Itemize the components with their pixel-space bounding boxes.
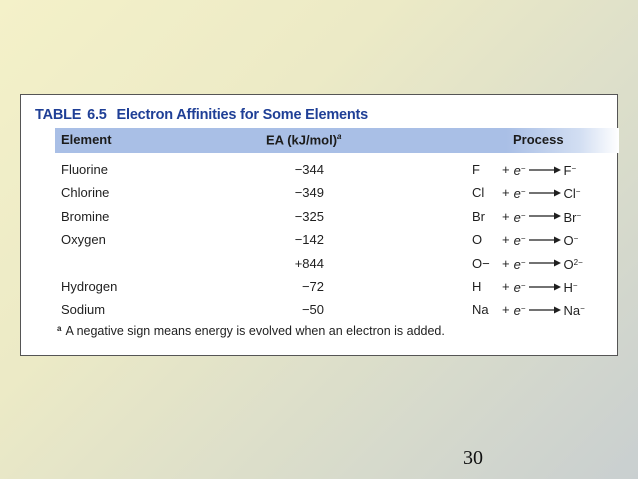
table-row [21,158,617,181]
reaction-arrow-icon [528,282,562,292]
product-charge: − [575,187,581,197]
process-plus: + [502,162,510,177]
header-ea-label: EA (kJ/mol) [266,132,338,148]
row-ea: −344 [294,162,324,177]
product-symbol: Na [563,303,581,319]
process-reactant: Br [472,208,485,224]
reaction-arrow-icon [528,305,562,315]
process-product [564,180,581,205]
process-electron [514,297,526,322]
process-reactant: F [472,162,480,177]
process-reactant: O [472,232,483,248]
process-electron [514,204,526,229]
table-footnote [57,324,445,338]
header-process-label: Process [513,132,564,147]
product-charge: 2− [573,257,583,267]
electron-symbol: e [513,279,521,295]
process-electron [514,180,526,205]
reaction-arrow-icon [528,235,562,245]
row-element: Sodium [61,302,106,318]
row-element: Fluorine [61,162,108,177]
process-plus: + [502,302,510,318]
table-row [21,228,617,251]
reaction-arrow-icon [528,165,562,175]
electron-symbol: e [513,233,521,249]
row-element: Oxygen [61,232,106,248]
process-plus: + [502,278,510,294]
process-plus: + [502,208,510,224]
row-ea: −72 [301,278,324,294]
process-electron [514,227,526,252]
electron-symbol: e [513,209,521,225]
process-reactant: H [472,278,482,294]
header-ea [266,132,341,147]
reaction-arrow-icon [528,258,562,268]
row-process [472,181,580,204]
product-charge: − [576,210,582,220]
process-reactant: Cl [472,185,485,201]
header-element-label: Element [61,132,112,147]
process-product [564,251,583,276]
row-ea: −50 [301,302,324,318]
product-charge: − [571,164,577,173]
electron-symbol: e [513,256,521,272]
product-symbol: F [563,163,572,178]
table-row [21,205,617,228]
table-title-text: Electron Affinities for Some Elements [116,107,369,123]
product-symbol: O [563,233,574,249]
product-charge: − [573,234,579,244]
process-reactant: O− [472,255,490,271]
electron-affinity-table [20,94,618,356]
page-number: 30 [463,447,483,469]
process-electron [514,157,526,182]
electron-charge: − [520,210,526,220]
table-title [35,107,368,123]
process-product [564,297,585,322]
table-row [21,275,617,298]
product-symbol: O [563,256,574,272]
product-symbol: H [563,279,573,295]
electron-charge: − [520,257,526,267]
electron-charge: − [520,187,526,197]
header-ea-note: a [337,132,342,141]
row-ea: −142 [294,232,324,248]
process-electron [514,251,526,276]
electron-symbol: e [513,163,521,178]
row-process [472,298,585,321]
table-row [21,181,617,204]
table-row [21,298,617,321]
process-product [564,227,579,252]
row-element: Hydrogen [61,278,118,294]
table-label: TABLE [35,107,82,123]
process-plus: + [502,185,510,201]
process-reactant: Na [472,302,489,318]
electron-charge: − [520,234,526,244]
product-charge: − [580,304,585,314]
electron-symbol: e [513,186,521,202]
process-product [564,274,578,299]
row-process [472,205,581,228]
footnote-mark: a [57,324,62,333]
process-plus: + [502,255,510,271]
product-symbol: Br [563,209,577,225]
row-process [472,158,576,181]
table-number: 6.5 [87,107,107,123]
electron-charge: − [520,304,526,314]
table-row [21,252,617,275]
header-process [513,132,564,147]
product-charge: − [572,280,578,290]
row-process [472,275,578,298]
row-element: Bromine [61,208,110,224]
row-process [472,252,583,275]
header-element [61,132,112,147]
reaction-arrow-icon [528,211,562,221]
product-symbol: Cl [563,186,576,202]
process-product [564,204,582,229]
table-header-row [55,128,619,153]
row-element: Chlorine [61,185,110,201]
row-ea: −349 [294,185,324,201]
process-electron [514,274,526,299]
process-plus: + [502,232,510,248]
electron-symbol: e [513,303,521,319]
electron-charge: − [520,164,526,173]
reaction-arrow-icon [528,188,562,198]
footnote-text: A negative sign means energy is evolved when an electron is added. [65,324,445,338]
row-process [472,228,578,251]
process-product [564,157,577,182]
row-ea: +844 [294,255,324,271]
electron-charge: − [520,280,526,290]
row-ea: −325 [294,208,324,224]
table-body [21,158,617,322]
